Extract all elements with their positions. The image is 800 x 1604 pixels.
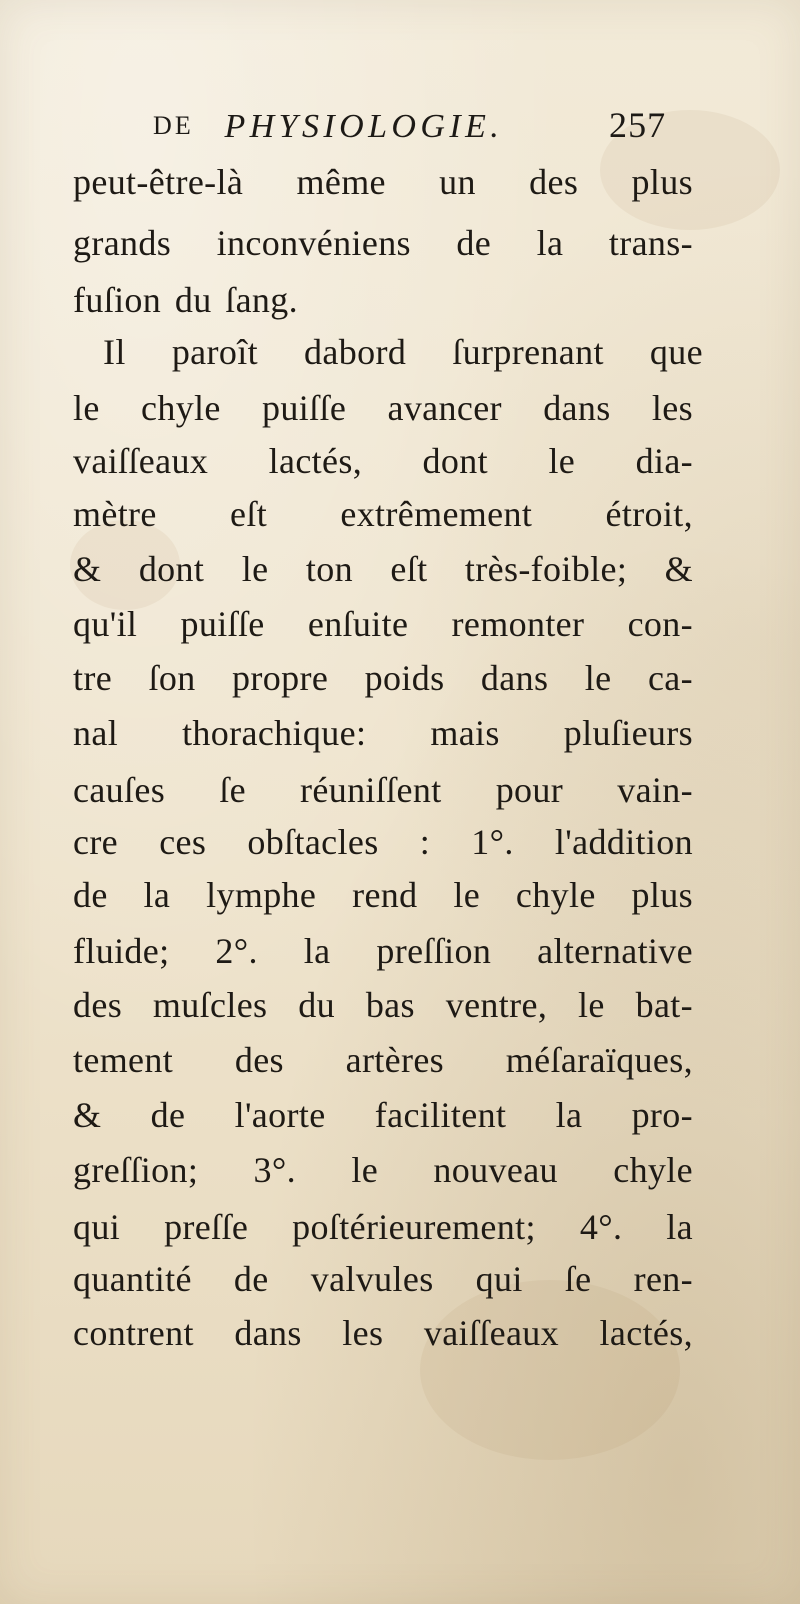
text-line: quantité de valvules qui ſe ren- (73, 1259, 693, 1299)
text-line: tement des artères méſaraïques, (73, 1040, 693, 1080)
text-line: des muſcles du bas ventre, le bat- (73, 985, 693, 1025)
text-line: qui preſſe poſtérieurement; 4°. la (73, 1207, 693, 1247)
text-line: le chyle puiſſe avancer dans les (73, 388, 693, 428)
text-line: tre ſon propre poids dans le ca- (73, 658, 693, 698)
text-line: peut-être-là même un des plus (73, 162, 693, 202)
text-line: fuſion du ſang. (73, 280, 299, 320)
text-line: grands inconvéniens de la trans- (73, 223, 693, 263)
text-line: cre ces obſtacles : 1°. l'addition (73, 822, 693, 862)
text-line: vaiſſeaux lactés, dont le dia- (73, 441, 693, 481)
page-number: 257 (609, 105, 667, 145)
text-line: & de l'aorte facilitent la pro- (73, 1095, 693, 1135)
text-line: & dont le ton eſt très-foible; & (73, 549, 693, 589)
text-line: de la lymphe rend le chyle plus (73, 875, 693, 915)
text-line: cauſes ſe réuniſſent pour vain- (73, 770, 693, 810)
text-line: Il paroît dabord ſurprenant que (103, 332, 703, 372)
text-line: mètre eſt extrêmement étroit, (73, 494, 693, 534)
text-line: nal thorachique: mais pluſieurs (73, 713, 693, 753)
text-line: fluide; 2°. la preſſion alternative (73, 931, 693, 971)
header-title: PHYSIOLOGIE. (224, 108, 504, 145)
header-prefix: DE (153, 111, 194, 140)
text-line: greſſion; 3°. le nouveau chyle (73, 1150, 693, 1190)
text-line: qu'il puiſſe enſuite remonter con- (73, 604, 693, 644)
text-line: contrent dans les vaiſſeaux lactés, (73, 1313, 693, 1353)
